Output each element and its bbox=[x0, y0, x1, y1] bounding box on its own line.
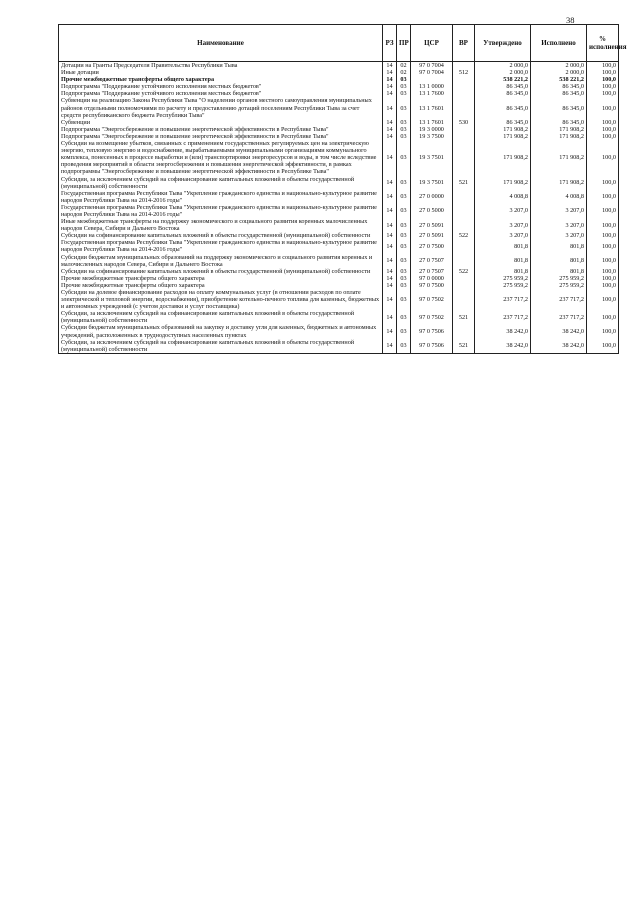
cell-name: Субсидии на возмещение убытков, связанных с применением государственных регулируемых цен на электрическую энергию, тепловую энергию и водоснабжение, вырабатываемыми муниципальными организациями коммунального комплекса, понесенных в процессе выработки и (или) транспортировки энергоресурсов и воды, в том числе вследствие проведения мероприятий в области энергосбережения и повышения энергетической эффективности, в рамках подпрограммы "Энергосбережение и повышение энергетической эффективности в Республике Тыва" bbox=[59, 140, 383, 175]
cell-csr: 97 0 0000 bbox=[411, 275, 453, 282]
cell-name: Государственная программа Республики Тыва "Укрепление гражданского единства и национально-культурное развитие народов Республики Тыва на 2014-2016 годы" bbox=[59, 239, 383, 253]
cell-rz: 14 bbox=[383, 310, 397, 324]
cell-percent: 100,0 bbox=[587, 275, 619, 282]
cell-approved: 86 345,0 bbox=[475, 97, 531, 118]
table-row bbox=[59, 289, 619, 310]
table-row bbox=[59, 310, 619, 324]
cell-pr: 03 bbox=[397, 310, 411, 324]
cell-pr: 03 bbox=[397, 119, 411, 126]
cell-approved: 2 000,0 bbox=[475, 62, 531, 70]
cell-percent: 100,0 bbox=[587, 239, 619, 253]
cell-vr bbox=[453, 282, 475, 289]
cell-name: Государственная программа Республики Тыва "Укрепление гражданского единства и национально-культурное развитие народов Республики Тыва на 2014-2016 годы" bbox=[59, 204, 383, 218]
cell-name: Субсидии бюджетам муниципальных образований на закупку и доставку угля для казенных, бюджетных и автономных учреждений, расположенных в труднодоступных населенных пунктах bbox=[59, 324, 383, 338]
cell-approved: 801,8 bbox=[475, 239, 531, 253]
cell-csr: 97 0 7502 bbox=[411, 310, 453, 324]
cell-approved: 237 717,2 bbox=[475, 289, 531, 310]
cell-approved: 86 345,0 bbox=[475, 90, 531, 97]
cell-csr: 27 0 5000 bbox=[411, 204, 453, 218]
cell-percent: 100,0 bbox=[587, 83, 619, 90]
cell-csr: 27 0 5091 bbox=[411, 232, 453, 239]
cell-executed: 2 000,0 bbox=[531, 62, 587, 70]
table-row bbox=[59, 76, 619, 83]
cell-pr: 03 bbox=[397, 275, 411, 282]
cell-name: Субсидии бюджетам муниципальных образований на поддержку экономического и социального развития коренных и малочисленных народов Севера, Сибири и Дальнего Востока bbox=[59, 254, 383, 268]
cell-pr: 02 bbox=[397, 69, 411, 76]
page-number: 38 bbox=[566, 15, 575, 25]
cell-csr: 97 0 7004 bbox=[411, 69, 453, 76]
budget-table bbox=[58, 24, 627, 354]
cell-rz: 14 bbox=[383, 339, 397, 354]
cell-vr bbox=[453, 289, 475, 310]
cell-vr: 521 bbox=[453, 339, 475, 354]
cell-csr: 27 0 7507 bbox=[411, 254, 453, 268]
cell-approved: 3 207,0 bbox=[475, 204, 531, 218]
cell-csr: 13 1 7600 bbox=[411, 90, 453, 97]
header-csr: ЦСР bbox=[411, 25, 453, 62]
cell-executed: 275 959,2 bbox=[531, 275, 587, 282]
cell-rz: 14 bbox=[383, 190, 397, 204]
cell-csr: 27 0 5091 bbox=[411, 218, 453, 232]
table-row bbox=[59, 97, 619, 118]
cell-executed: 86 345,0 bbox=[531, 90, 587, 97]
cell-executed: 86 345,0 bbox=[531, 119, 587, 126]
cell-percent: 100,0 bbox=[587, 119, 619, 126]
cell-approved: 171 908,2 bbox=[475, 126, 531, 133]
cell-executed: 3 207,0 bbox=[531, 218, 587, 232]
cell-name: Подпрограмма "Энергосбережение и повышение энергетической эффективности в Республике Тыва" bbox=[59, 126, 383, 133]
cell-rz: 14 bbox=[383, 268, 397, 275]
cell-rz: 14 bbox=[383, 176, 397, 190]
cell-executed: 4 008,8 bbox=[531, 190, 587, 204]
cell-executed: 171 908,2 bbox=[531, 126, 587, 133]
cell-pr: 03 bbox=[397, 232, 411, 239]
table-row bbox=[59, 254, 619, 268]
cell-vr bbox=[453, 76, 475, 83]
cell-percent: 100,0 bbox=[587, 62, 619, 70]
cell-executed: 3 207,0 bbox=[531, 232, 587, 239]
cell-name: Подпрограмма "Поддержание устойчивого исполнения местных бюджетов" bbox=[59, 90, 383, 97]
cell-vr bbox=[453, 218, 475, 232]
cell-approved: 86 345,0 bbox=[475, 83, 531, 90]
cell-pr: 03 bbox=[397, 176, 411, 190]
cell-pr: 03 bbox=[397, 204, 411, 218]
cell-rz: 14 bbox=[383, 254, 397, 268]
cell-vr bbox=[453, 204, 475, 218]
cell-executed: 2 000,0 bbox=[531, 69, 587, 76]
cell-vr bbox=[453, 83, 475, 90]
cell-percent: 100,0 bbox=[587, 176, 619, 190]
table-row bbox=[59, 133, 619, 140]
cell-rz: 14 bbox=[383, 282, 397, 289]
cell-pr: 03 bbox=[397, 239, 411, 253]
table-row bbox=[59, 232, 619, 239]
cell-approved: 2 000,0 bbox=[475, 69, 531, 76]
cell-vr: 512 bbox=[453, 69, 475, 76]
cell-vr: 522 bbox=[453, 268, 475, 275]
cell-approved: 4 008,8 bbox=[475, 190, 531, 204]
cell-csr: 13 1 7601 bbox=[411, 119, 453, 126]
table-row bbox=[59, 176, 619, 190]
cell-pr: 03 bbox=[397, 126, 411, 133]
cell-executed: 801,8 bbox=[531, 254, 587, 268]
cell-percent: 100,0 bbox=[587, 97, 619, 118]
cell-vr: 522 bbox=[453, 232, 475, 239]
cell-name: Прочие межбюджетные трансферты общего характера bbox=[59, 275, 383, 282]
cell-approved: 237 717,2 bbox=[475, 310, 531, 324]
cell-name: Государственная программа Республики Тыва "Укрепление гражданского единства и национально-культурное развитие народов Республики Тыва на 2014-2016 годы" bbox=[59, 190, 383, 204]
cell-percent: 100,0 bbox=[587, 190, 619, 204]
cell-approved: 171 908,2 bbox=[475, 176, 531, 190]
cell-percent: 100,0 bbox=[587, 204, 619, 218]
cell-rz: 14 bbox=[383, 76, 397, 83]
cell-rz: 14 bbox=[383, 119, 397, 126]
cell-percent: 100,0 bbox=[587, 133, 619, 140]
cell-percent: 100,0 bbox=[587, 232, 619, 239]
cell-approved: 801,8 bbox=[475, 268, 531, 275]
cell-rz: 14 bbox=[383, 90, 397, 97]
cell-vr: 521 bbox=[453, 176, 475, 190]
cell-name: Субсидии на софинансирование капитальных вложений в объекты государственной (муниципальной) собственности bbox=[59, 268, 383, 275]
cell-csr bbox=[411, 76, 453, 83]
cell-rz: 14 bbox=[383, 62, 397, 70]
header-approved: Утверждено bbox=[475, 25, 531, 62]
table-row bbox=[59, 268, 619, 275]
cell-executed: 38 242,0 bbox=[531, 324, 587, 338]
cell-approved: 801,8 bbox=[475, 254, 531, 268]
cell-rz: 14 bbox=[383, 275, 397, 282]
header-vr: ВР bbox=[453, 25, 475, 62]
table-row bbox=[59, 62, 619, 70]
cell-approved: 38 242,0 bbox=[475, 339, 531, 354]
cell-csr: 19 3 7500 bbox=[411, 133, 453, 140]
cell-csr: 19 3 7501 bbox=[411, 176, 453, 190]
cell-pr: 03 bbox=[397, 339, 411, 354]
cell-rz: 14 bbox=[383, 140, 397, 175]
table-row bbox=[59, 90, 619, 97]
table-row bbox=[59, 239, 619, 253]
cell-name: Субсидии, за исключением субсидий на софинансирование капитальных вложений в объекты государственной (муниципальной) собственности bbox=[59, 176, 383, 190]
cell-rz: 14 bbox=[383, 324, 397, 338]
cell-csr: 97 0 7506 bbox=[411, 339, 453, 354]
cell-rz: 14 bbox=[383, 126, 397, 133]
cell-approved: 171 908,2 bbox=[475, 140, 531, 175]
cell-executed: 171 908,2 bbox=[531, 133, 587, 140]
cell-pr: 03 bbox=[397, 254, 411, 268]
cell-name: Дотации на Гранты Председателя Правительства Республики Тыва bbox=[59, 62, 383, 70]
cell-csr: 27 0 0000 bbox=[411, 190, 453, 204]
cell-name: Прочие межбюджетные трансферты общего характера bbox=[59, 76, 383, 83]
header-name: Наименование bbox=[59, 25, 383, 62]
header-rz: РЗ bbox=[383, 25, 397, 62]
table-row bbox=[59, 218, 619, 232]
cell-approved: 275 959,2 bbox=[475, 275, 531, 282]
table-row bbox=[59, 140, 619, 175]
cell-executed: 538 221,2 bbox=[531, 76, 587, 83]
cell-pr: 03 bbox=[397, 83, 411, 90]
header-pr: ПР bbox=[397, 25, 411, 62]
cell-csr: 27 0 7507 bbox=[411, 268, 453, 275]
cell-csr: 13 1 7601 bbox=[411, 97, 453, 118]
cell-approved: 3 207,0 bbox=[475, 232, 531, 239]
cell-vr: 521 bbox=[453, 310, 475, 324]
cell-pr: 02 bbox=[397, 62, 411, 70]
cell-executed: 801,8 bbox=[531, 268, 587, 275]
cell-vr: 530 bbox=[453, 119, 475, 126]
cell-vr bbox=[453, 239, 475, 253]
cell-pr: 03 bbox=[397, 190, 411, 204]
table-row bbox=[59, 119, 619, 126]
cell-executed: 86 345,0 bbox=[531, 83, 587, 90]
cell-rz: 14 bbox=[383, 232, 397, 239]
table-row bbox=[59, 83, 619, 90]
cell-rz: 14 bbox=[383, 289, 397, 310]
cell-approved: 3 207,0 bbox=[475, 218, 531, 232]
cell-percent: 100,0 bbox=[587, 310, 619, 324]
table-row bbox=[59, 339, 619, 354]
cell-approved: 171 908,2 bbox=[475, 133, 531, 140]
cell-csr: 19 3 0000 bbox=[411, 126, 453, 133]
table-row bbox=[59, 282, 619, 289]
cell-rz: 14 bbox=[383, 204, 397, 218]
cell-pr: 03 bbox=[397, 218, 411, 232]
cell-csr: 97 0 7502 bbox=[411, 289, 453, 310]
header-percent: % исполнения bbox=[587, 25, 619, 62]
cell-rz: 14 bbox=[383, 218, 397, 232]
cell-executed: 275 959,2 bbox=[531, 282, 587, 289]
table-row bbox=[59, 190, 619, 204]
cell-executed: 171 908,2 bbox=[531, 176, 587, 190]
cell-csr: 97 0 7500 bbox=[411, 282, 453, 289]
cell-csr: 13 1 0000 bbox=[411, 83, 453, 90]
cell-percent: 100,0 bbox=[587, 69, 619, 76]
cell-approved: 38 242,0 bbox=[475, 324, 531, 338]
cell-pr: 03 bbox=[397, 133, 411, 140]
cell-rz: 14 bbox=[383, 97, 397, 118]
cell-pr: 03 bbox=[397, 90, 411, 97]
cell-vr bbox=[453, 190, 475, 204]
cell-percent: 100,0 bbox=[587, 90, 619, 97]
cell-pr: 03 bbox=[397, 268, 411, 275]
cell-vr bbox=[453, 275, 475, 282]
cell-vr bbox=[453, 90, 475, 97]
cell-executed: 171 908,2 bbox=[531, 140, 587, 175]
cell-csr: 27 0 7500 bbox=[411, 239, 453, 253]
cell-percent: 100,0 bbox=[587, 76, 619, 83]
cell-percent: 100,0 bbox=[587, 289, 619, 310]
cell-csr: 19 3 7501 bbox=[411, 140, 453, 175]
cell-name: Субсидии, за исключением субсидий на софинансирование капитальных вложений в объекты государственной (муниципальной) собственности bbox=[59, 339, 383, 354]
table-header-row bbox=[59, 25, 619, 62]
cell-percent: 100,0 bbox=[587, 140, 619, 175]
cell-approved: 86 345,0 bbox=[475, 119, 531, 126]
cell-vr bbox=[453, 324, 475, 338]
cell-pr: 03 bbox=[397, 289, 411, 310]
cell-vr bbox=[453, 140, 475, 175]
cell-executed: 86 345,0 bbox=[531, 97, 587, 118]
cell-percent: 100,0 bbox=[587, 339, 619, 354]
cell-csr: 97 0 7506 bbox=[411, 324, 453, 338]
cell-vr bbox=[453, 97, 475, 118]
cell-name: Прочие межбюджетные трансферты общего характера bbox=[59, 282, 383, 289]
cell-name: Субсидии, за исключением субсидий на софинансирование капитальных вложений в объекты государственной (муниципальной) собственности bbox=[59, 310, 383, 324]
cell-rz: 14 bbox=[383, 133, 397, 140]
cell-pr: 03 bbox=[397, 97, 411, 118]
table-row bbox=[59, 204, 619, 218]
cell-executed: 237 717,2 bbox=[531, 289, 587, 310]
cell-executed: 801,8 bbox=[531, 239, 587, 253]
cell-rz: 14 bbox=[383, 239, 397, 253]
cell-name: Подпрограмма "Энергосбережение и повышение энергетической эффективности в Республике Тыва" bbox=[59, 133, 383, 140]
cell-approved: 538 221,2 bbox=[475, 76, 531, 83]
cell-name: Субвенции на реализацию Закона Республики Тыва "О наделении органов местного самоуправления муниципальных районов отдельными полномочиями по расчету и предоставлению дотаций поселениям Республики Тыва за счет средств республиканского бюджета Республики Тыва" bbox=[59, 97, 383, 118]
table-row bbox=[59, 126, 619, 133]
cell-approved: 275 959,2 bbox=[475, 282, 531, 289]
cell-executed: 38 242,0 bbox=[531, 339, 587, 354]
table-body bbox=[59, 62, 619, 354]
cell-percent: 100,0 bbox=[587, 126, 619, 133]
cell-name: Субсидии на долевое финансирование расходов на оплату коммунальных услуг (в отношении расходов по оплате электрической и тепловой энергии, водоснабжения), приобретение котельно-печного топлива для казенных, бюджетных и автономных учреждений (с учетом доставки и услуг поставщика) bbox=[59, 289, 383, 310]
cell-pr: 03 bbox=[397, 140, 411, 175]
cell-vr bbox=[453, 133, 475, 140]
cell-vr bbox=[453, 254, 475, 268]
cell-rz: 14 bbox=[383, 83, 397, 90]
cell-name: Иные межбюджетные трансферты на поддержку экономического и социального развития коренных малочисленных народов Севера, Сибири и Дальнего Востока bbox=[59, 218, 383, 232]
cell-executed: 3 207,0 bbox=[531, 204, 587, 218]
cell-pr: 03 bbox=[397, 76, 411, 83]
cell-percent: 100,0 bbox=[587, 282, 619, 289]
cell-percent: 100,0 bbox=[587, 254, 619, 268]
cell-percent: 100,0 bbox=[587, 324, 619, 338]
cell-percent: 100,0 bbox=[587, 268, 619, 275]
cell-executed: 237 717,2 bbox=[531, 310, 587, 324]
cell-name: Субсидии на софинансирование капитальных вложений в объекты государственной (муниципальной) собственности bbox=[59, 232, 383, 239]
table-row bbox=[59, 69, 619, 76]
cell-percent: 100,0 bbox=[587, 218, 619, 232]
cell-vr bbox=[453, 126, 475, 133]
cell-pr: 03 bbox=[397, 282, 411, 289]
cell-name: Подпрограмма "Поддержание устойчивого исполнения местных бюджетов" bbox=[59, 83, 383, 90]
table-row bbox=[59, 275, 619, 282]
header-executed: Исполнено bbox=[531, 25, 587, 62]
cell-vr bbox=[453, 62, 475, 70]
cell-csr: 97 0 7004 bbox=[411, 62, 453, 70]
cell-name: Иные дотации bbox=[59, 69, 383, 76]
table-row bbox=[59, 324, 619, 338]
cell-rz: 14 bbox=[383, 69, 397, 76]
cell-name: Субвенции bbox=[59, 119, 383, 126]
cell-pr: 03 bbox=[397, 324, 411, 338]
